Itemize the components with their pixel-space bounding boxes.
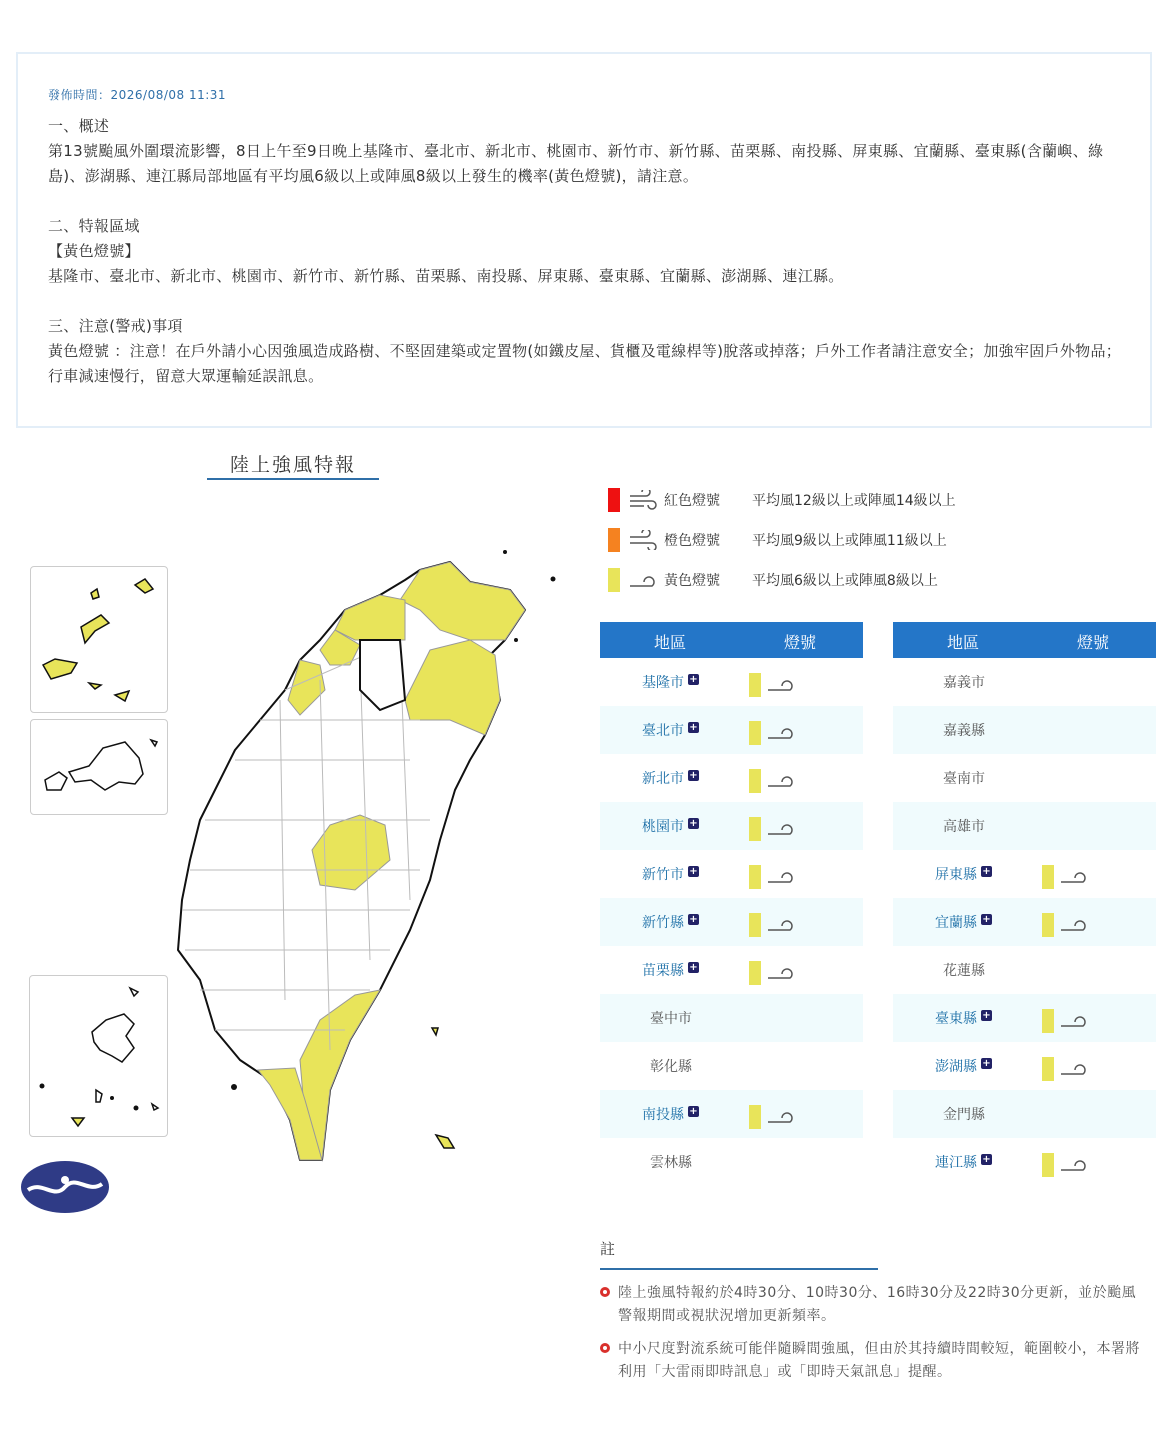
wind-light-icon	[766, 1106, 796, 1126]
wind-light-icon	[766, 674, 796, 694]
expand-plus-icon[interactable]: +	[689, 914, 698, 925]
notes-title: 註	[600, 1240, 616, 1258]
area-name[interactable]: 桃園市	[642, 819, 684, 835]
section-1-body: 第13號颱風外圍環流影響，8日上午至9日晚上基隆市、臺北市、新北市、桃園市、新竹市、新竹縣、苗栗縣、南投縣、屏東縣、宜蘭縣、臺東縣(含蘭嶼、綠島)、澎湖縣、連江縣局部地區有平均風6級以上或陣風8級以上發生的機率(黃色燈號)，請注意。	[48, 142, 1104, 185]
table-row[interactable]	[600, 658, 863, 706]
legend-red: 紅色燈號 平均風12級以上或陣風14級以上	[608, 488, 1168, 528]
legend-yellow: 黃色燈號 平均風6級以上或陣風8級以上	[608, 568, 1168, 608]
table-row[interactable]	[600, 946, 863, 994]
signal-legend	[608, 488, 1168, 608]
map-title: 陸上強風特報	[207, 450, 379, 480]
bullet-icon	[600, 1343, 610, 1353]
area-table-left	[600, 622, 863, 1186]
area-name[interactable]: 新北市	[642, 771, 684, 787]
area-name[interactable]: 連江縣	[935, 1155, 977, 1171]
area-name: 嘉義縣	[943, 723, 985, 739]
signal-swatch	[1042, 865, 1054, 889]
expand-plus-icon[interactable]: +	[689, 674, 698, 685]
table-row	[893, 658, 1156, 706]
table-row[interactable]	[893, 1042, 1156, 1090]
area-name: 臺中市	[650, 1011, 692, 1027]
warning-content	[48, 114, 1128, 389]
table-row	[893, 754, 1156, 802]
area-name[interactable]: 澎湖縣	[935, 1059, 977, 1075]
inset-kinmen	[30, 719, 168, 815]
table-row[interactable]	[600, 754, 863, 802]
table-row	[600, 1042, 863, 1090]
wind-light-icon	[766, 866, 796, 886]
wind-light-icon	[1059, 1154, 1089, 1174]
table-row[interactable]	[600, 898, 863, 946]
legend-orange: 橙色燈號 平均風9級以上或陣風11級以上	[608, 528, 1168, 568]
area-name: 花蓮縣	[943, 963, 985, 979]
area-name[interactable]: 宜蘭縣	[935, 915, 977, 931]
area-name: 金門縣	[943, 1107, 985, 1123]
wind-light-icon	[1059, 914, 1089, 934]
note-item: 陸上強風特報約於4時30分、10時30分、16時30分及22時30分更新，並於颱風警報期間或視狀況增加更新頻率。	[600, 1282, 1150, 1328]
inset-penghu	[29, 975, 168, 1137]
expand-plus-icon[interactable]: +	[982, 1058, 991, 1069]
signal-swatch	[749, 817, 761, 841]
section-3-title: 三、注意(警戒)事項	[48, 317, 183, 335]
notes-divider	[600, 1268, 878, 1270]
expand-plus-icon[interactable]: +	[689, 866, 698, 877]
table-row	[893, 802, 1156, 850]
section-2-title: 二、特報區域	[48, 217, 140, 235]
area-name: 臺南市	[943, 771, 985, 787]
legend-swatch-red	[608, 488, 620, 512]
table-row[interactable]	[893, 850, 1156, 898]
section-2-body: 基隆市、臺北市、新北市、桃園市、新竹市、新竹縣、苗栗縣、南投縣、屏東縣、臺東縣、宜蘭縣、澎湖縣、連江縣。	[48, 267, 844, 285]
table-header: 地區 燈號	[893, 622, 1156, 658]
area-name[interactable]: 新竹市	[642, 867, 684, 883]
table-row	[893, 706, 1156, 754]
wind-light-icon	[628, 570, 658, 590]
signal-swatch	[749, 1105, 761, 1129]
expand-plus-icon[interactable]: +	[689, 722, 698, 733]
expand-plus-icon[interactable]: +	[689, 962, 698, 973]
area-name[interactable]: 臺東縣	[935, 1011, 977, 1027]
wind-light-icon	[766, 962, 796, 982]
signal-swatch	[749, 673, 761, 697]
table-row[interactable]	[893, 1138, 1156, 1186]
wind-light-icon	[1059, 1010, 1089, 1030]
area-name: 雲林縣	[650, 1155, 692, 1171]
table-row[interactable]	[600, 1090, 863, 1138]
expand-plus-icon[interactable]: +	[689, 770, 698, 781]
bullet-icon	[600, 1287, 610, 1297]
table-row	[893, 946, 1156, 994]
table-row[interactable]	[600, 802, 863, 850]
wind-light-icon	[1059, 866, 1089, 886]
warning-info-box	[16, 52, 1152, 428]
section-2-subtitle: 【黃色燈號】	[48, 242, 140, 260]
legend-swatch-yellow	[608, 568, 620, 592]
area-name[interactable]: 苗栗縣	[642, 963, 684, 979]
expand-plus-icon[interactable]: +	[982, 1010, 991, 1021]
wind-light-icon	[766, 770, 796, 790]
signal-swatch	[749, 961, 761, 985]
area-table-right	[893, 622, 1156, 1186]
region-taoyuan	[335, 595, 405, 640]
signal-swatch	[1042, 1153, 1054, 1177]
expand-plus-icon[interactable]: +	[982, 866, 991, 877]
signal-swatch	[1042, 1057, 1054, 1081]
legend-swatch-orange	[608, 528, 620, 552]
signal-swatch	[1042, 913, 1054, 937]
table-row[interactable]	[600, 850, 863, 898]
signal-swatch	[749, 721, 761, 745]
green-island	[432, 1028, 438, 1035]
table-header: 地區 燈號	[600, 622, 863, 658]
table-row	[600, 1138, 863, 1186]
area-name[interactable]: 南投縣	[642, 1107, 684, 1123]
area-name[interactable]: 新竹縣	[642, 915, 684, 931]
publish-time: 發佈時間：2026/08/08 11:31	[48, 88, 227, 102]
orchid-island	[436, 1135, 454, 1148]
section-3-body: 黃色燈號 ：注意！在戶外請小心因強風造成路樹、不堅固建築或定置物(如鐵皮屋、貨櫃及電線桿等)脫落或掉落；戶外工作者請注意安全；加強牢固戶外物品；行車減速慢行，留意大眾運輸延誤訊息。	[48, 342, 1122, 385]
wind-medium-icon	[628, 530, 658, 550]
table-row[interactable]	[600, 706, 863, 754]
area-name[interactable]: 屏東縣	[935, 867, 977, 883]
wind-light-icon	[1059, 1058, 1089, 1078]
expand-plus-icon[interactable]: +	[689, 1106, 698, 1117]
wind-light-icon	[766, 914, 796, 934]
wind-light-icon	[766, 722, 796, 742]
expand-plus-icon[interactable]: +	[982, 914, 991, 925]
table-row[interactable]	[893, 898, 1156, 946]
wind-light-icon	[766, 818, 796, 838]
table-row	[600, 994, 863, 1042]
section-1-title: 一、概述	[48, 117, 110, 135]
table-row	[893, 1090, 1156, 1138]
area-name: 高雄市	[943, 819, 985, 835]
table-row[interactable]	[893, 994, 1156, 1042]
signal-swatch	[749, 769, 761, 793]
area-name[interactable]: 基隆市	[642, 675, 684, 691]
area-name: 嘉義市	[943, 675, 985, 691]
area-name[interactable]: 臺北市	[642, 723, 684, 739]
signal-swatch	[749, 913, 761, 937]
signal-swatch	[1042, 1009, 1054, 1033]
cwa-logo	[20, 1160, 110, 1214]
inset-matsu	[30, 566, 168, 713]
note-item: 中小尺度對流系統可能伴隨瞬間強風，但由於其持續時間較短，範圍較小，本署將利用「大雷雨即時訊息」或「即時天氣訊息」提醒。	[600, 1338, 1150, 1384]
area-name: 彰化縣	[650, 1059, 692, 1075]
wind-strong-icon	[628, 490, 658, 510]
expand-plus-icon[interactable]: +	[689, 818, 698, 829]
expand-plus-icon[interactable]: +	[982, 1154, 991, 1165]
signal-swatch	[749, 865, 761, 889]
